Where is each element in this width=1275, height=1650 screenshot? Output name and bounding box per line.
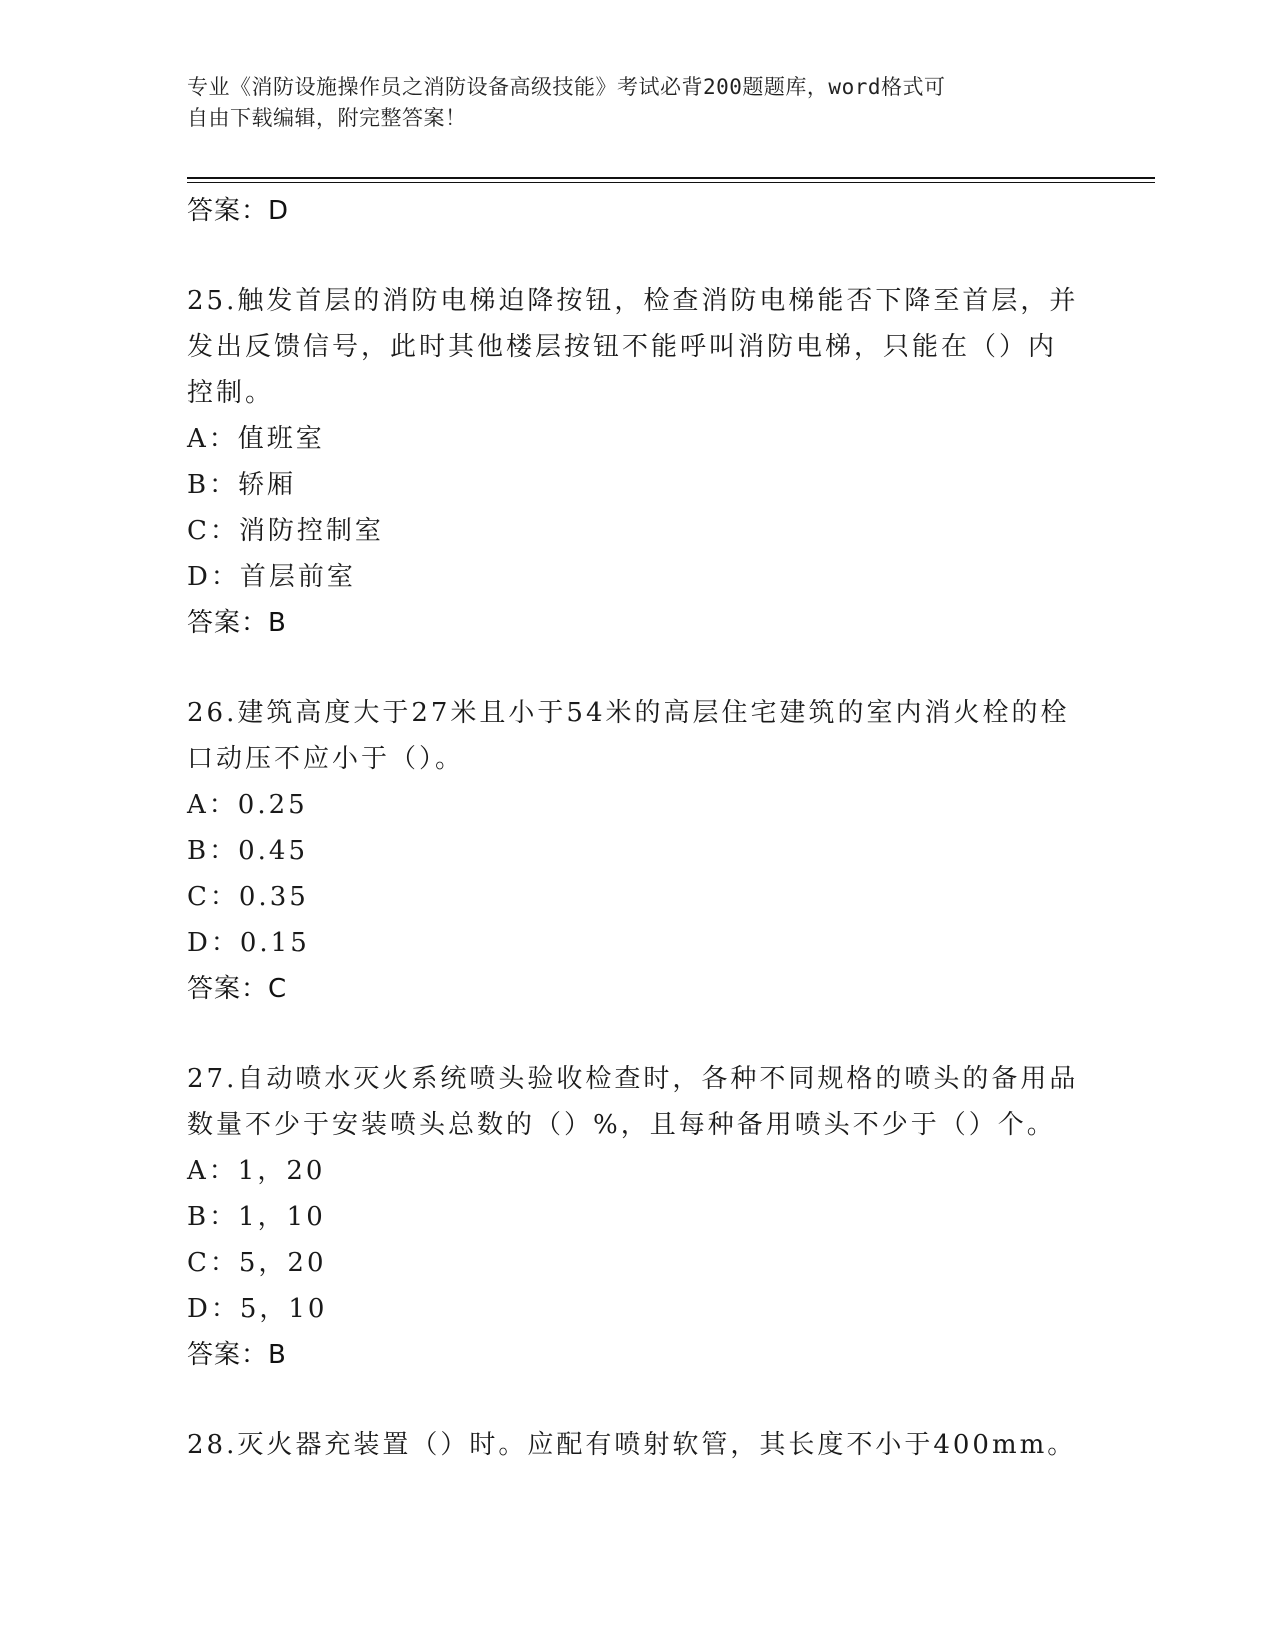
question-text-line: 28.灭火器充装置（）时。应配有喷射软管，其长度不小于400mm。 [187, 1430, 1077, 1460]
question-text-line: 控制。 [187, 378, 275, 408]
answer-24: 答案：D [187, 196, 290, 226]
option-c: C：0.35 [187, 882, 309, 912]
option-a: A：0.25 [187, 790, 308, 820]
option-d: D：0.15 [187, 928, 310, 958]
answer-26: 答案：C [187, 974, 288, 1004]
answer-27: 答案：B [187, 1340, 287, 1370]
question-text-line: 25.触发首层的消防电梯迫降按钮，检查消防电梯能否下降至首层，并 [187, 286, 1079, 316]
option-b: B：轿厢 [187, 470, 297, 500]
header-line-1: 专业《消防设施操作员之消防设备高级技能》考试必背200题题库，word格式可 [187, 75, 946, 99]
option-c: C：消防控制室 [187, 516, 384, 546]
question-text-line: 数量不少于安装喷头总数的（）%，且每种备用喷头不少于（）个。 [187, 1110, 1056, 1140]
question-26 [187, 690, 1087, 782]
option-a: A：值班室 [187, 424, 325, 454]
header-line-2: 自由下载编辑，附完整答案！ [187, 106, 467, 130]
option-b: B：0.45 [187, 836, 308, 866]
question-list [187, 188, 1087, 1468]
option-c: C：5，20 [187, 1248, 327, 1278]
question-text-line: 发出反馈信号，此时其他楼层按钮不能呼叫消防电梯，只能在（）内 [187, 332, 1058, 362]
option-d: D：5，10 [187, 1294, 328, 1324]
page-header [187, 72, 1067, 134]
spacer [187, 234, 1087, 278]
option-d: D：首层前室 [187, 562, 356, 592]
option-b: B：1，10 [187, 1202, 326, 1232]
option-a: A：1，20 [187, 1156, 326, 1186]
answer-25: 答案：B [187, 608, 287, 638]
header-divider-thin [187, 182, 1155, 183]
spacer [187, 1012, 1087, 1056]
question-28 [187, 1422, 1087, 1468]
spacer [187, 1378, 1087, 1422]
question-text-line: 27.自动喷水灭火系统喷头验收检查时，各种不同规格的喷头的备用品 [187, 1064, 1079, 1094]
question-text-line: 26.建筑高度大于27米且小于54米的高层住宅建筑的室内消火栓的栓 [187, 698, 1070, 728]
question-25 [187, 278, 1087, 416]
header-divider [187, 177, 1155, 179]
question-text-line: 口动压不应小于（）。 [187, 744, 465, 774]
question-27 [187, 1056, 1087, 1148]
spacer [187, 646, 1087, 690]
